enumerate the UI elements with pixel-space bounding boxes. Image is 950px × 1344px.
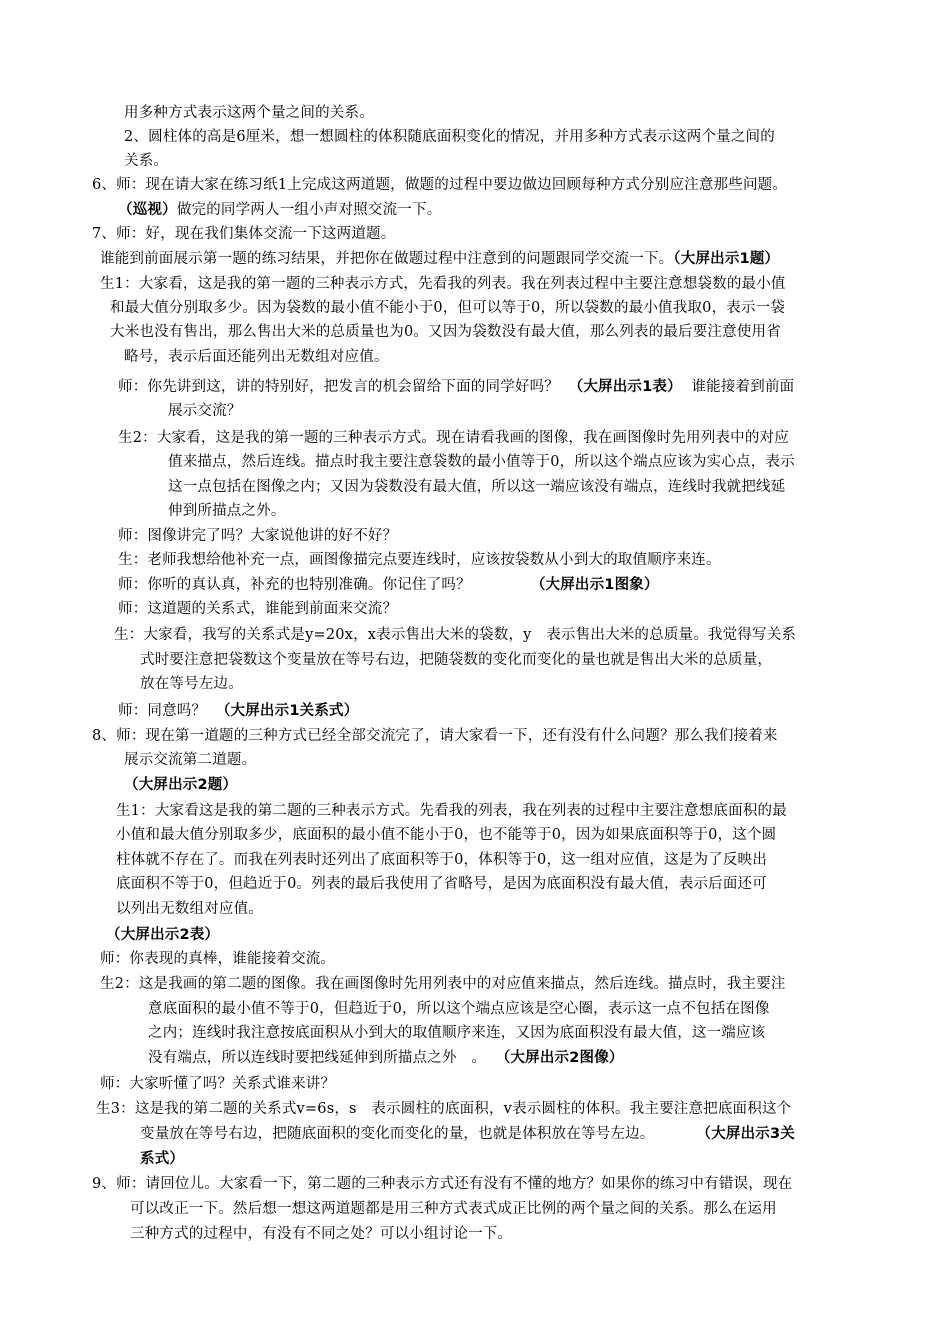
text-line: 可以改正一下。然后想一想这两道题都是用三种方式表式成正比例的两个量之间的关系。那么在运用 <box>130 1201 777 1217</box>
text-line: 生2：这是我画的第二题的图像。我在画图像时先用列表中的对应值来描点，然后连线。描点时，我主要注 <box>100 976 786 992</box>
text-line: 生1：大家看这是我的第二题的三种表示方式。先看我的列表，我在列表的过程中主要注意想底面积的最 <box>116 803 787 819</box>
text-line: 展示交流？ <box>168 403 242 419</box>
bold-annotation: （大屏出示1关系式） <box>215 703 359 719</box>
text-line: 之内；连线时我注意按底面积从小到大的取值顺序来连，又因为底面积没有最大值，这一端应该 <box>148 1025 766 1041</box>
bold-annotation: （大屏出示2表） <box>106 927 220 943</box>
text-line: 柱体就不存在了。而我在列表时还列出了底面积等于0，体积等于0，这一组对应值，这是为了反映出 <box>116 852 767 868</box>
text-line: 师：你表现的真棒，谁能接着交流。 <box>100 951 336 967</box>
text-line: 师：大家听懂了吗？关系式谁来讲？ <box>100 1076 336 1092</box>
text-span: 谁能接着到前面 <box>691 379 795 395</box>
bold-annotation: （大屏出示2题） <box>124 777 238 793</box>
text-line: 小值和最大值分别取多少，底面积的最小值不能小于0，也不能等于0，因为如果底面积等于0，这个圆 <box>116 827 777 843</box>
bold-annotation: （大屏出示1图象） <box>530 577 659 593</box>
text-line <box>124 776 237 794</box>
text-line: 7、师：好，现在我们集体交流一下这两道题。 <box>92 226 396 242</box>
bold-annotation: （大屏出示3关 <box>696 1126 795 1142</box>
text-line <box>140 1150 184 1168</box>
text-line: 和最大值分别取多少。因为袋数的最小值不能小于0，但可以等于0，所以袋数的最小值我取0，表示一袋 <box>110 300 786 316</box>
text-line: 生2：大家看，这是我的第一题的三种表示方式。现在请看我画的图像，我在画图像时先用列表中的对应 <box>118 430 789 446</box>
text-line: 关系。 <box>124 153 169 169</box>
text-line: 底面积不等于0，但趋近于0。列表的最后我使用了省略号，是因为底面积没有最大值，表示后面还可 <box>116 876 767 892</box>
text-line: 6、师：现在请大家在练习纸1上完成这两道题，做题的过程中要边做边回顾每种方式分别应注意那些问题。 <box>92 177 788 193</box>
text-line: 用多种方式表示这两个量之间的关系。 <box>124 105 374 121</box>
text-line: 放在等号左边。 <box>140 676 243 692</box>
text-line: 8、师：现在第一道题的三种方式已经全部交流完了，请大家看一下，还有没有什么问题？那么我们接着来 <box>92 728 778 744</box>
text-span: 变量放在等号右边，把随底面积的变化而变化的量，也就是体积放在等号左边。 <box>140 1126 655 1142</box>
text-span: 没有端点，所以连线时要把线延伸到所描点之外 。 <box>148 1050 487 1066</box>
text-line: 生：大家看，我写的关系式是y=20x，x表示售出大米的袋数，y 表示售出大米的总质量。我觉得写关系 <box>114 627 797 643</box>
text-line <box>106 926 219 944</box>
bold-annotation: （大屏出示2图像） <box>495 1050 624 1066</box>
text-line <box>118 702 358 720</box>
text-line: 展示交流第二道题。 <box>124 752 257 768</box>
text-line: 生：老师我想给他补充一点，画图像描完点要连线时，应该按袋数从小到大的取值顺序来连。 <box>118 552 721 568</box>
text-span: 师：你先讲到这，讲的特别好，把发言的机会留给下面的同学好吗？ <box>118 379 559 395</box>
text-line: 这一点包括在图像之内；又因为袋数没有最大值，所以这一端应该没有端点，连线时我就把线延 <box>168 479 786 495</box>
text-line: 以列出无数组对应值。 <box>116 901 263 917</box>
text-line: 生1：大家看，这是我的第一题的三种表示方式，先看我的列表。我在列表过程中主要注意想袋数的最小值 <box>100 276 786 292</box>
text-line: 意底面积的最小值不等于0，但趋近于0，所以这个端点应该是空心圈，表示这一点不包括在图像 <box>148 1001 770 1017</box>
text-line: 2、圆柱体的高是6厘米，想一想圆柱的体积随底面积变化的情况，并用多种方式表示这两个量之间的 <box>124 129 775 145</box>
text-span: 师：同意吗？ <box>118 703 207 719</box>
text-line <box>118 576 659 594</box>
bold-annotation: （大屏出示1题） <box>673 251 780 267</box>
text-line: 略号，表示后面还能列出无数组对应值。 <box>124 349 389 365</box>
text-line <box>148 1049 624 1067</box>
text-line <box>118 201 441 219</box>
text-line: 师：图像讲完了吗？大家说他讲的好不好？ <box>118 528 398 544</box>
bold-annotation: 系式） <box>140 1151 185 1167</box>
text-line: 9、师：请回位儿。大家看一下，第二题的三种表示方式还有没有不懂的地方？如果你的练习中有错误，现在 <box>92 1176 793 1192</box>
bold-annotation: （大屏出示1表） <box>568 379 682 395</box>
text-line: 大米也没有售出，那么售出大米的总质量也为0。又因为袋数没有最大值，那么列表的最后要注意使用省 <box>110 324 781 340</box>
text-line: 师：这道题的关系式，谁能到前面来交流？ <box>118 601 398 617</box>
text-line: 生3：这是我的第二题的关系式v=6s，s 表示圆柱的底面积，v表示圆柱的体积。我主要注意把底面积这个 <box>96 1101 792 1117</box>
text-line <box>118 378 794 396</box>
text-line <box>140 1125 795 1143</box>
text-line: 值来描点，然后连线。描点时我主要注意袋数的最小值等于0，所以这个端点应该为实心点，表示 <box>168 454 795 470</box>
text-line: 式时要注意把袋数这个变量放在等号右边，把随袋数的变化而变化的量也就是售出大米的总质量， <box>140 652 773 668</box>
text-line <box>100 250 779 268</box>
text-span: 做完的同学两人一组小声对照交流一下。 <box>176 202 442 218</box>
bold-annotation: （巡视） <box>118 202 177 218</box>
text-line: 伸到所描点之外。 <box>168 503 286 519</box>
text-span: 师：你听的真认真，补充的也特别准确。你记住了吗？ <box>118 577 471 593</box>
text-line: 三种方式的过程中，有没有不同之处？可以小组讨论一下。 <box>130 1226 513 1242</box>
text-span: 谁能到前面展示第一题的练习结果，并把你在做题过程中注意到的问题跟同学交流一下。 <box>100 251 674 267</box>
